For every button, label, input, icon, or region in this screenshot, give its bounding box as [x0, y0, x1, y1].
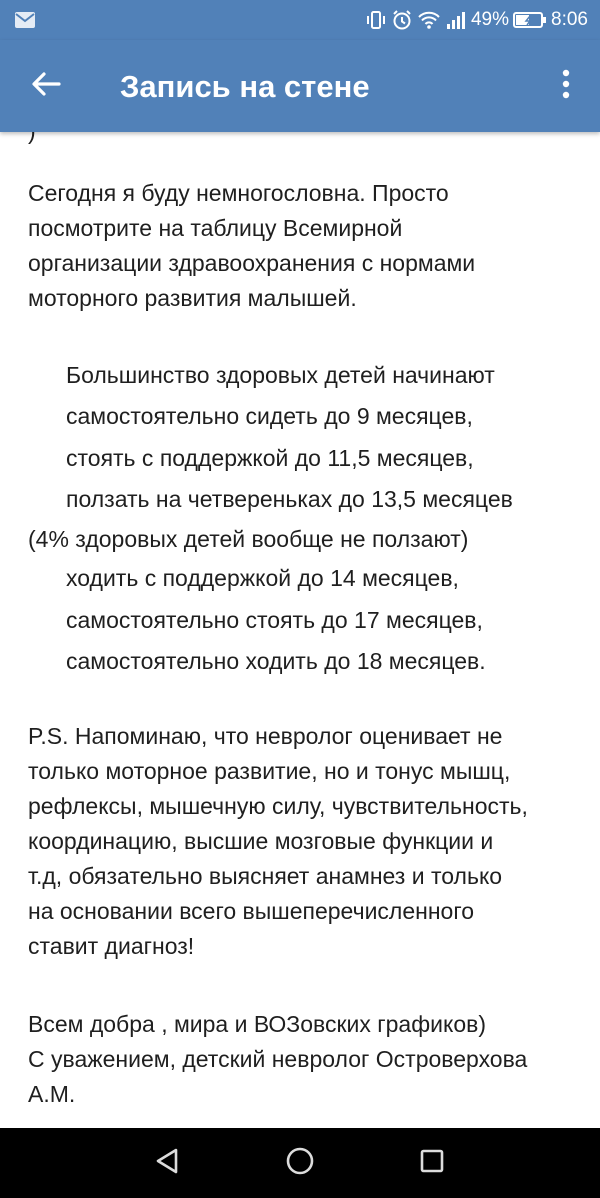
post-closing: Всем добра , мира и ВОЗовских графиков) С уважением, детский невролог Островерхова А.М. — [28, 1011, 528, 1107]
wifi-icon — [417, 10, 441, 30]
alarm-icon — [391, 9, 413, 31]
post-ps: P.S. Напоминаю, что невролог оценивает не только моторное развитие, но и тонус мышц, рефлексы, мышечную силу, чувствительность, координацию, высшие мозговые функции и т.д, обязательно выясняет анамнез и только на основании всего вышеперечисленного ставит диагноз! — [28, 723, 528, 959]
milestone-line: ползать на четвереньках до 13,5 месяцев — [66, 486, 513, 512]
milestone-line: самостоятельно ходить до 18 месяцев. — [66, 648, 486, 674]
clock-time: 8:06 — [551, 9, 588, 30]
milestone-line: самостоятельно сидеть до 9 месяцев, — [66, 403, 473, 429]
nav-back-button[interactable] — [143, 1139, 191, 1187]
more-vertical-icon — [562, 69, 570, 104]
post-content — [0, 132, 600, 1128]
home-circle-icon — [285, 1146, 315, 1181]
status-bar — [0, 0, 600, 40]
signal-icon — [445, 10, 467, 30]
arrow-back-icon — [31, 71, 61, 102]
milestone-line: самостоятельно стоять до 17 месяцев, — [66, 607, 483, 633]
battery-icon — [513, 10, 547, 30]
more-options-button[interactable] — [546, 62, 586, 110]
post-intro: Сегодня я буду немногословна. Просто посмотрите на таблицу Всемирной организации здравоохранения с нормами моторного развития малышей. — [28, 180, 476, 311]
app-bar — [0, 40, 600, 132]
milestone-line: ходить с поддержкой до 14 месяцев, — [66, 565, 459, 591]
nav-home-button[interactable] — [276, 1139, 324, 1187]
milestone-line: Большинство здоровых детей начинают — [66, 362, 495, 388]
page-title: Запись на стене — [120, 69, 370, 104]
vibrate-icon — [365, 10, 387, 30]
milestone-line: стоять с поддержкой до 11,5 месяцев, — [66, 445, 474, 471]
milestone-line: (4% здоровых детей вообще не ползают) — [28, 526, 469, 552]
status-icons — [365, 0, 588, 40]
recents-square-icon — [419, 1148, 445, 1179]
battery-percent: 49% — [470, 9, 510, 30]
mail-icon — [14, 11, 36, 34]
back-button[interactable] — [22, 62, 70, 110]
system-nav-bar — [0, 1128, 600, 1198]
back-triangle-icon — [154, 1147, 180, 1180]
nav-recents-button[interactable] — [408, 1139, 456, 1187]
